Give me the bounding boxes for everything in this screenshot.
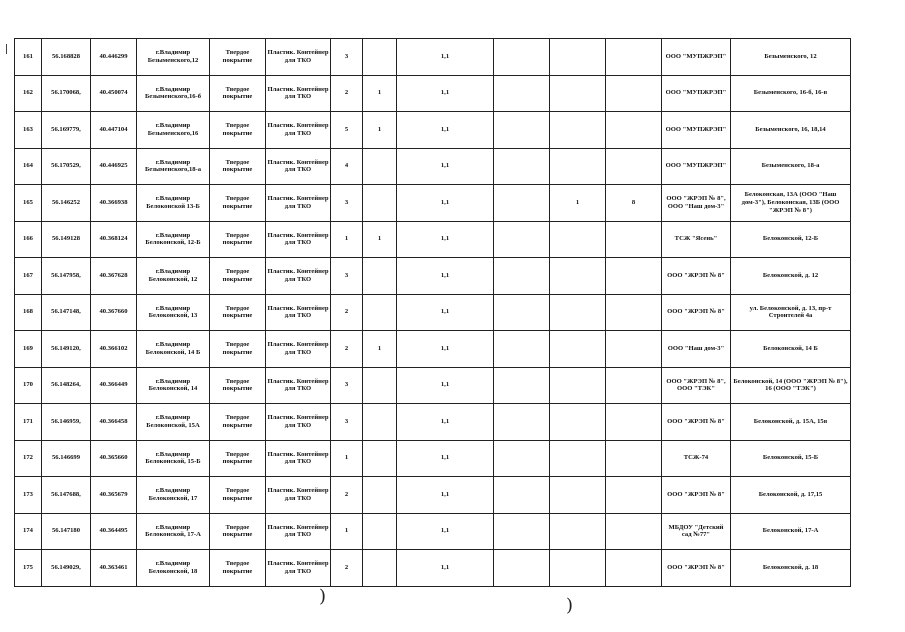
cell-container-type: Пластик. Контейнер для ТКО	[266, 258, 331, 295]
cell-col-11	[550, 331, 606, 368]
cell-extra-container-count	[363, 550, 397, 587]
cell-address: г.Владимир Белоконской, 15-Б	[137, 440, 210, 477]
cell-col-12	[606, 440, 662, 477]
cell-latitude: 56.147958,	[42, 258, 91, 295]
cell-surface-type: Твердое покрытие	[210, 75, 266, 112]
cell-organization: МБДОУ "Детский сад №77"	[662, 513, 731, 550]
cell-surface-type: Твердое покрытие	[210, 513, 266, 550]
cell-latitude: 56.169779,	[42, 112, 91, 149]
cell-container-type: Пластик. Контейнер для ТКО	[266, 440, 331, 477]
cell-served-addresses: Безыменского, 16, 18,14	[731, 112, 851, 149]
cell-surface-type: Твердое покрытие	[210, 221, 266, 258]
cell-container-count: 2	[331, 294, 363, 331]
cell-longitude: 40.446925	[91, 148, 137, 185]
cell-col-10	[494, 221, 550, 258]
cell-col-11	[550, 367, 606, 404]
cell-container-count: 1	[331, 513, 363, 550]
cell-extra-container-count: 1	[363, 75, 397, 112]
cell-served-addresses: Безыменского, 16-б, 16-в	[731, 75, 851, 112]
cell-address: г.Владимир Белоконской, 13	[137, 294, 210, 331]
cell-container-type: Пластик. Контейнер для ТКО	[266, 39, 331, 76]
cell-container-type: Пластик. Контейнер для ТКО	[266, 331, 331, 368]
cell-latitude: 56.146959,	[42, 404, 91, 441]
cell-container-type: Пластик. Контейнер для ТКО	[266, 550, 331, 587]
table-row	[15, 440, 851, 477]
cell-surface-type: Твердое покрытие	[210, 367, 266, 404]
cell-organization: ООО "МУПЖРЭП"	[662, 148, 731, 185]
cell-row-number: 163	[15, 112, 42, 149]
cell-served-addresses: Белоконской, д. 15А, 15в	[731, 404, 851, 441]
cell-organization: ООО "ЖРЭП № 8"	[662, 404, 731, 441]
cell-address: г.Владимир Белоконской, 18	[137, 550, 210, 587]
cell-container-type: Пластик. Контейнер для ТКО	[266, 294, 331, 331]
cell-latitude: 56.170529,	[42, 148, 91, 185]
table-row	[15, 404, 851, 441]
cell-extra-container-count: 1	[363, 112, 397, 149]
cell-served-addresses: Белоконской, 14 (ООО "ЖРЭП № 8"), 16 (ООО "ТЭК")	[731, 367, 851, 404]
cell-address: г.Владимир Белоконской, 17	[137, 477, 210, 514]
cell-row-number: 170	[15, 367, 42, 404]
table-row	[15, 221, 851, 258]
cell-served-addresses: Белоконская, 13А (ООО "Наш дом-3"), Белоконская, 13Б (ООО "ЖРЭП № 8")	[731, 185, 851, 222]
cell-container-count: 3	[331, 258, 363, 295]
cell-organization: ООО "МУПЖРЭП"	[662, 75, 731, 112]
table-row	[15, 258, 851, 295]
table-row	[15, 513, 851, 550]
cell-col-10	[494, 367, 550, 404]
cell-col-11	[550, 112, 606, 149]
cell-extra-container-count	[363, 404, 397, 441]
cell-container-type: Пластик. Контейнер для ТКО	[266, 477, 331, 514]
cell-address: г.Владимир Белоконской, 15А	[137, 404, 210, 441]
cell-latitude: 56.147688,	[42, 477, 91, 514]
cell-organization: ООО "ЖРЭП № 8", ООО "Наш дом-3"	[662, 185, 731, 222]
cell-col-10	[494, 440, 550, 477]
table-row	[15, 477, 851, 514]
cell-longitude: 40.366102	[91, 331, 137, 368]
table-row	[15, 148, 851, 185]
cell-served-addresses: Безыменского, 18-а	[731, 148, 851, 185]
cell-served-addresses: ул. Белоконской, д. 13, пр-т Строителей 4а	[731, 294, 851, 331]
cell-col-12	[606, 367, 662, 404]
cell-row-number: 165	[15, 185, 42, 222]
cell-surface-type: Твердое покрытие	[210, 440, 266, 477]
cell-row-number: 174	[15, 513, 42, 550]
waste-sites-table	[14, 38, 851, 587]
cell-served-addresses: Белоконской, д. 17,15	[731, 477, 851, 514]
cell-col-12	[606, 75, 662, 112]
cell-container-volume: 1,1	[397, 440, 494, 477]
cell-col-10	[494, 39, 550, 76]
cell-extra-container-count	[363, 258, 397, 295]
cell-longitude: 40.366449	[91, 367, 137, 404]
cell-row-number: 169	[15, 331, 42, 368]
cell-container-count: 3	[331, 404, 363, 441]
cell-col-12	[606, 294, 662, 331]
cell-col-10	[494, 294, 550, 331]
cell-col-11	[550, 550, 606, 587]
cell-container-count: 4	[331, 148, 363, 185]
cell-latitude: 56.149120,	[42, 331, 91, 368]
cell-extra-container-count	[363, 148, 397, 185]
cell-surface-type: Твердое покрытие	[210, 477, 266, 514]
edge-mark	[6, 44, 7, 54]
cell-container-count: 2	[331, 331, 363, 368]
cell-organization: ООО "ЖРЭП № 8", ООО "ТЭК"	[662, 367, 731, 404]
cell-longitude: 40.365679	[91, 477, 137, 514]
cell-row-number: 161	[15, 39, 42, 76]
cell-surface-type: Твердое покрытие	[210, 185, 266, 222]
cell-organization: ООО "МУПЖРЭП"	[662, 39, 731, 76]
cell-address: г.Владимир Белоконской, 12	[137, 258, 210, 295]
cell-container-volume: 1,1	[397, 148, 494, 185]
cell-container-volume: 1,1	[397, 75, 494, 112]
waste-sites-table-wrap	[14, 38, 850, 587]
cell-organization: ООО "ЖРЭП № 8"	[662, 294, 731, 331]
cell-container-count: 3	[331, 39, 363, 76]
cell-organization: ООО "ЖРЭП № 8"	[662, 550, 731, 587]
cell-organization: ТСЖ-74	[662, 440, 731, 477]
cell-col-12	[606, 39, 662, 76]
cell-address: г.Владимир Безыменского,16-б	[137, 75, 210, 112]
cell-col-10	[494, 112, 550, 149]
cell-organization: ТСЖ "Ясень"	[662, 221, 731, 258]
cell-longitude: 40.368124	[91, 221, 137, 258]
cell-organization: ООО "ЖРЭП № 8"	[662, 477, 731, 514]
cell-address: г.Владимир Белоконской, 14 Б	[137, 331, 210, 368]
cell-longitude: 40.447104	[91, 112, 137, 149]
cell-container-volume: 1,1	[397, 221, 494, 258]
cell-extra-container-count: 1	[363, 331, 397, 368]
cell-col-10	[494, 75, 550, 112]
cell-longitude: 40.367628	[91, 258, 137, 295]
cell-surface-type: Твердое покрытие	[210, 550, 266, 587]
cell-col-12	[606, 513, 662, 550]
cell-longitude: 40.367660	[91, 294, 137, 331]
cell-col-12	[606, 331, 662, 368]
cell-extra-container-count	[363, 513, 397, 550]
cell-container-volume: 1,1	[397, 477, 494, 514]
cell-longitude: 40.366938	[91, 185, 137, 222]
cell-container-count: 3	[331, 185, 363, 222]
cell-surface-type: Твердое покрытие	[210, 331, 266, 368]
cell-row-number: 171	[15, 404, 42, 441]
cell-longitude: 40.366458	[91, 404, 137, 441]
cell-container-volume: 1,1	[397, 39, 494, 76]
cell-surface-type: Твердое покрытие	[210, 404, 266, 441]
cell-address: г.Владимир Безыменского,12	[137, 39, 210, 76]
cell-longitude: 40.365660	[91, 440, 137, 477]
cell-served-addresses: Белоконской, 12-Б	[731, 221, 851, 258]
cell-row-number: 168	[15, 294, 42, 331]
table-row	[15, 75, 851, 112]
cell-row-number: 166	[15, 221, 42, 258]
cell-address: г.Владимир Безыменского,16	[137, 112, 210, 149]
cell-col-11	[550, 513, 606, 550]
cell-latitude: 56.147148,	[42, 294, 91, 331]
cell-container-volume: 1,1	[397, 258, 494, 295]
cell-col-10	[494, 185, 550, 222]
cell-latitude: 56.170068,	[42, 75, 91, 112]
table-row	[15, 367, 851, 404]
cell-served-addresses: Белоконской, д. 18	[731, 550, 851, 587]
cell-container-type: Пластик. Контейнер для ТКО	[266, 112, 331, 149]
cell-col-10	[494, 404, 550, 441]
cell-container-type: Пластик. Контейнер для ТКО	[266, 513, 331, 550]
cell-latitude: 56.147180	[42, 513, 91, 550]
cell-row-number: 172	[15, 440, 42, 477]
cell-longitude: 40.364495	[91, 513, 137, 550]
cell-extra-container-count	[363, 440, 397, 477]
table-row	[15, 294, 851, 331]
cell-served-addresses: Белоконской, 17-А	[731, 513, 851, 550]
cell-row-number: 162	[15, 75, 42, 112]
cell-col-11	[550, 75, 606, 112]
cell-longitude: 40.450074	[91, 75, 137, 112]
cell-col-11	[550, 258, 606, 295]
cell-latitude: 56.148264,	[42, 367, 91, 404]
table-row	[15, 331, 851, 368]
cell-extra-container-count	[363, 367, 397, 404]
cell-served-addresses: Безыменского, 12	[731, 39, 851, 76]
cell-address: г.Владимир Белоконской, 17-А	[137, 513, 210, 550]
cell-extra-container-count	[363, 39, 397, 76]
cell-col-10	[494, 550, 550, 587]
cell-col-10	[494, 258, 550, 295]
cell-container-volume: 1,1	[397, 550, 494, 587]
cell-served-addresses: Белоконской, 15-Б	[731, 440, 851, 477]
cell-extra-container-count: 1	[363, 221, 397, 258]
cell-container-count: 5	[331, 112, 363, 149]
cell-container-count: 2	[331, 550, 363, 587]
cell-container-type: Пластик. Контейнер для ТКО	[266, 75, 331, 112]
table-row	[15, 112, 851, 149]
cell-row-number: 164	[15, 148, 42, 185]
cell-surface-type: Твердое покрытие	[210, 258, 266, 295]
cell-organization: ООО "МУПЖРЭП"	[662, 112, 731, 149]
cell-col-12	[606, 148, 662, 185]
cell-row-number: 173	[15, 477, 42, 514]
cell-surface-type: Твердое покрытие	[210, 148, 266, 185]
page-mark-right: )	[566, 595, 574, 616]
cell-container-volume: 1,1	[397, 112, 494, 149]
cell-container-type: Пластик. Контейнер для ТКО	[266, 185, 331, 222]
cell-surface-type: Твердое покрытие	[210, 39, 266, 76]
cell-container-type: Пластик. Контейнер для ТКО	[266, 404, 331, 441]
cell-col-12	[606, 477, 662, 514]
cell-col-12: 8	[606, 185, 662, 222]
cell-container-count: 1	[331, 440, 363, 477]
cell-surface-type: Твердое покрытие	[210, 112, 266, 149]
cell-col-11	[550, 148, 606, 185]
cell-col-11	[550, 39, 606, 76]
cell-surface-type: Твердое покрытие	[210, 294, 266, 331]
cell-col-12	[606, 221, 662, 258]
table-row	[15, 39, 851, 76]
cell-col-10	[494, 148, 550, 185]
cell-col-11	[550, 477, 606, 514]
cell-col-10	[494, 477, 550, 514]
cell-extra-container-count	[363, 185, 397, 222]
cell-latitude: 56.168828	[42, 39, 91, 76]
cell-col-11	[550, 404, 606, 441]
cell-organization: ООО "ЖРЭП № 8"	[662, 258, 731, 295]
cell-col-12	[606, 258, 662, 295]
cell-container-type: Пластик. Контейнер для ТКО	[266, 221, 331, 258]
cell-address: г.Владимир Безыменского,18-а	[137, 148, 210, 185]
cell-row-number: 175	[15, 550, 42, 587]
cell-container-count: 1	[331, 221, 363, 258]
cell-col-12	[606, 404, 662, 441]
cell-row-number: 167	[15, 258, 42, 295]
cell-longitude: 40.446299	[91, 39, 137, 76]
cell-container-type: Пластик. Контейнер для ТКО	[266, 148, 331, 185]
cell-col-11	[550, 440, 606, 477]
cell-extra-container-count	[363, 294, 397, 331]
table-body	[15, 39, 851, 587]
cell-col-12	[606, 112, 662, 149]
cell-col-11	[550, 294, 606, 331]
cell-col-11: 1	[550, 185, 606, 222]
cell-latitude: 56.149029,	[42, 550, 91, 587]
cell-col-10	[494, 331, 550, 368]
table-row	[15, 550, 851, 587]
cell-latitude: 56.146699	[42, 440, 91, 477]
cell-latitude: 56.146252	[42, 185, 91, 222]
cell-organization: ООО "Наш дом-3"	[662, 331, 731, 368]
cell-col-10	[494, 513, 550, 550]
cell-served-addresses: Белоконской, 14 Б	[731, 331, 851, 368]
cell-container-count: 2	[331, 477, 363, 514]
cell-container-volume: 1,1	[397, 404, 494, 441]
page-mark-left: )	[319, 586, 327, 607]
cell-longitude: 40.363461	[91, 550, 137, 587]
cell-col-11	[550, 221, 606, 258]
cell-served-addresses: Белоконской, д. 12	[731, 258, 851, 295]
cell-container-volume: 1,1	[397, 367, 494, 404]
cell-container-volume: 1,1	[397, 331, 494, 368]
cell-container-volume: 1,1	[397, 294, 494, 331]
cell-latitude: 56.149128	[42, 221, 91, 258]
cell-address: г.Владимир Белоконской 13-Б	[137, 185, 210, 222]
cell-container-type: Пластик. Контейнер для ТКО	[266, 367, 331, 404]
cell-container-count: 2	[331, 75, 363, 112]
cell-container-volume: 1,1	[397, 513, 494, 550]
cell-address: г.Владимир Белоконской, 12-Б	[137, 221, 210, 258]
cell-container-volume: 1,1	[397, 185, 494, 222]
cell-address: г.Владимир Белоконской, 14	[137, 367, 210, 404]
cell-extra-container-count	[363, 477, 397, 514]
table-row	[15, 185, 851, 222]
cell-col-12	[606, 550, 662, 587]
cell-container-count: 3	[331, 367, 363, 404]
